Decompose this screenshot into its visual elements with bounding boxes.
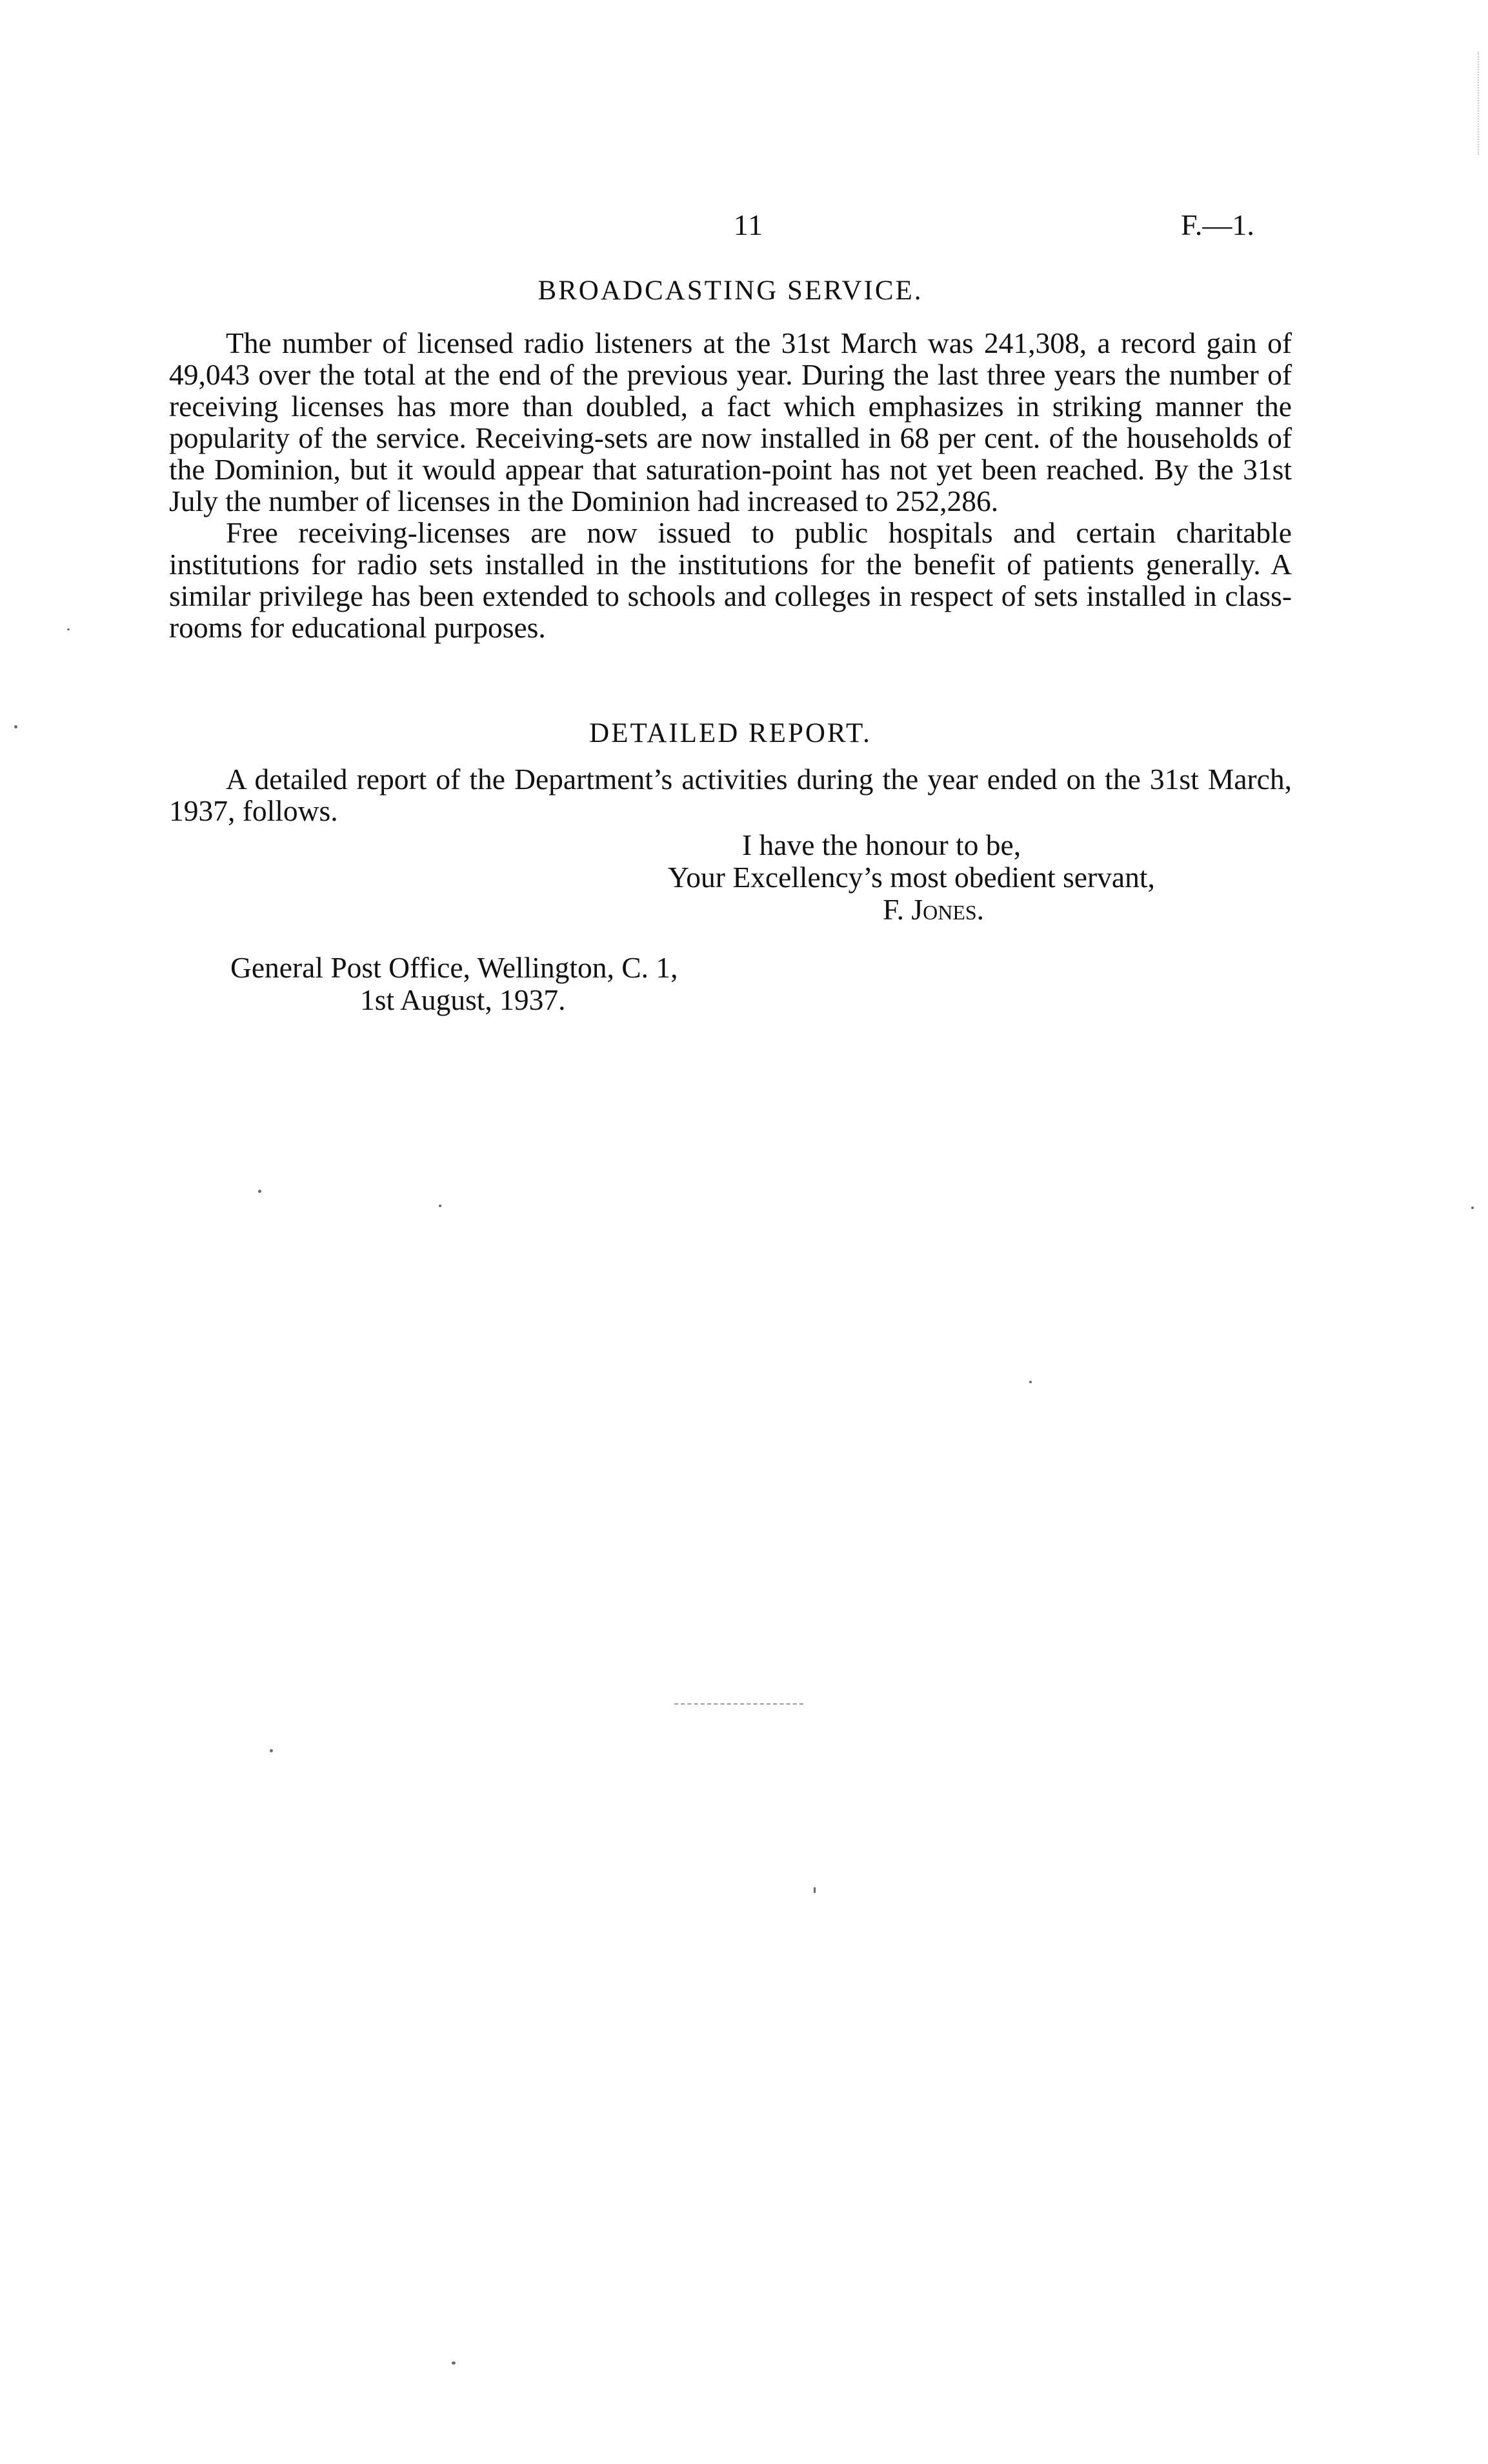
broadcasting-paragraph-listeners: The number of licensed radio listeners at the 31st March was 241,308, a record gain of 49,043 over the total at the end of the previous year. During the last three years the number of receiving licenses has more than doubled, a fact which emphasizes in striking manner the popularity of the service. Receiving-sets are now installed in 68 per cent. of the households of the Dominion, but it would appear that saturation-point has not yet been reached. By the 31st July the number of licenses in the Dominion had increased to 252,286. [169, 326, 1292, 517]
detailed-report-heading: DETAILED REPORT. [589, 718, 872, 748]
detailed-report-paragraph: A detailed report of the Department’s activities during the year ended on the 31st March, 1937, follows. [169, 763, 1292, 827]
signature: F. Jones. [883, 893, 985, 926]
scan-speck [14, 725, 17, 728]
document-reference: F.—1. [1181, 208, 1254, 241]
scan-speck [452, 2361, 456, 2365]
scan-speck [1029, 1381, 1032, 1383]
scan-speck [814, 1887, 816, 1893]
address-place: General Post Office, Wellington, C. 1, [230, 951, 678, 984]
scan-speck [1471, 1207, 1474, 1209]
closing-servant-line: Your Excellency’s most obedient servant, [668, 861, 1155, 894]
scan-speck [270, 1749, 273, 1752]
broadcasting-service-heading: BROADCASTING SERVICE. [538, 275, 923, 306]
broadcasting-paragraph-free-licenses: Free receiving-licenses are now issued to public hospitals and certain charitable institutions for radio sets installed in the institutions for the benefit of patients generally. A similar privilege has been extended to schools and colleges in respect of sets installed in class-rooms for educational purposes. [169, 516, 1292, 644]
address-date: 1st August, 1937. [360, 983, 566, 1016]
scan-dashed-mark [674, 1703, 803, 1705]
scan-edge-mark [1478, 52, 1480, 155]
scan-speck [258, 1190, 261, 1193]
broadcasting-service-body [169, 327, 1292, 643]
closing-honour-line: I have the honour to be, [742, 828, 1021, 861]
page-number: 11 [733, 208, 764, 241]
scan-speck [67, 628, 70, 630]
detailed-report-body [169, 763, 1292, 826]
scan-speck [439, 1205, 441, 1207]
